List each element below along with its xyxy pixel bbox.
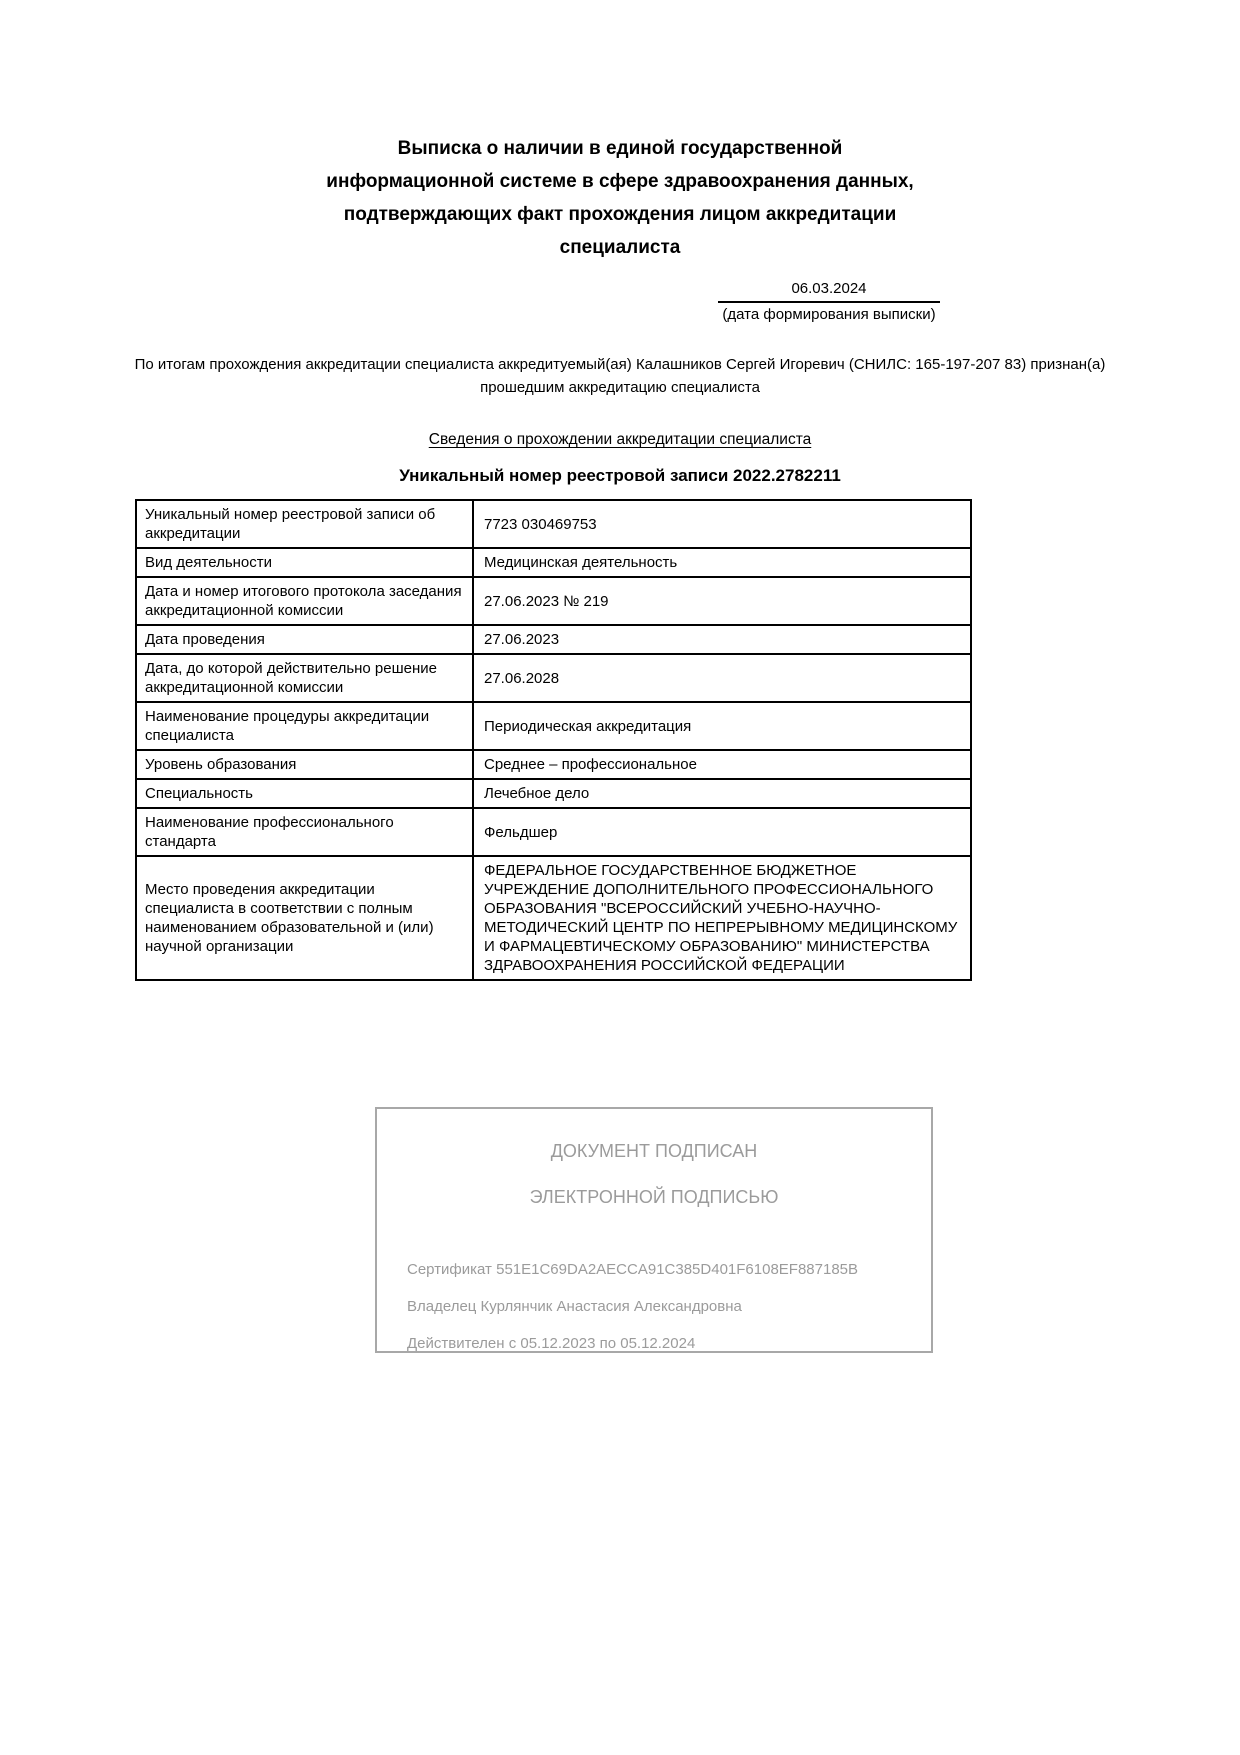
signature-owner: Владелец Курлянчик Анастасия Александровна [407,1298,742,1315]
table-row-accreditation-place [136,856,971,980]
row-value: ФЕДЕРАЛЬНОЕ ГОСУДАРСТВЕННОЕ БЮДЖЕТНОЕ УЧРЕЖДЕНИЕ ДОПОЛНИТЕЛЬНОГО ПРОФЕССИОНАЛЬНОГО ОБРАЗОВАНИЯ "ВСЕРОССИЙСКИЙ УЧЕБНО-НАУЧНО-МЕТОДИЧЕСКИЙ ЦЕНТР ПО НЕПРЕРЫВНОМУ МЕДИЦИНСКОМУ И ФАРМАЦЕВТИЧЕСКОМУ ОБРАЗОВАНИЮ" МИНИСТЕРСТВА ЗДРАВООХРАНЕНИЯ РОССИЙСКОЙ ФЕДЕРАЦИИ [473,856,971,980]
row-label: Уникальный номер реестровой записи об аккредитации [136,500,473,548]
section-heading: Сведения о прохождении аккредитации специалиста [428,431,812,448]
row-label: Специальность [136,779,473,808]
signature-heading-line1: ДОКУМЕНТ ПОДПИСАН [550,1141,758,1161]
registry-heading: Уникальный номер реестровой записи 2022.2782211 [399,466,841,485]
intro-paragraph: По итогам прохождения аккредитации специалиста аккредитуемый(ая) Калашников Сергей Игоревич (СНИЛС: 165-197-207 83) признан(а) прошедшим аккредитацию специалиста [134,356,1106,396]
accreditation-table [135,499,972,981]
document-title: Выписка о наличии в единой государственной информационной системе в сфере здравоохранения данных, подтверждающих факт прохождения лицом аккредитации специалиста [326,138,914,258]
table-row-valid-until [136,654,971,702]
row-value: Среднее – профессиональное [473,750,971,779]
table-row-date-held [136,625,971,654]
table-row-registry-number [136,500,971,548]
table-row-activity-type [136,548,971,577]
row-value: 27.06.2023 [473,625,971,654]
row-label: Место проведения аккредитации специалиста в соответствии с полным наименованием образовательной и (или) научной организации [136,856,473,980]
row-label: Наименование профессионального стандарта [136,808,473,856]
row-value: 27.06.2023 № 219 [473,577,971,625]
row-label: Вид деятельности [136,548,473,577]
row-value: 27.06.2028 [473,654,971,702]
signature-certificate: Сертификат 551E1C69DA2AECCA91C385D401F6108EF887185B [407,1261,859,1278]
row-value: Фельдшер [473,808,971,856]
row-label: Наименование процедуры аккредитации специалиста [136,702,473,750]
issue-date-block [718,280,940,323]
row-label: Дата проведения [136,625,473,654]
table-row-procedure-name [136,702,971,750]
signature-heading-line2: ЭЛЕКТРОННОЙ ПОДПИСЬЮ [529,1187,779,1207]
issue-date: 06.03.2024 [718,280,940,303]
issue-date-caption: (дата формирования выписки) [722,306,936,323]
row-value: Медицинская деятельность [473,548,971,577]
row-label: Уровень образования [136,750,473,779]
row-value: Лечебное дело [473,779,971,808]
row-value: 7723 030469753 [473,500,971,548]
signature-validity: Действителен с 05.12.2023 по 05.12.2024 [407,1335,696,1352]
signature-box [375,1107,933,1353]
row-label: Дата и номер итогового протокола заседания аккредитационной комиссии [136,577,473,625]
row-label: Дата, до которой действительно решение аккредитационной комиссии [136,654,473,702]
table-row-specialty [136,779,971,808]
table-row-professional-standard [136,808,971,856]
table-row-protocol [136,577,971,625]
row-value: Периодическая аккредитация [473,702,971,750]
table-row-education-level [136,750,971,779]
